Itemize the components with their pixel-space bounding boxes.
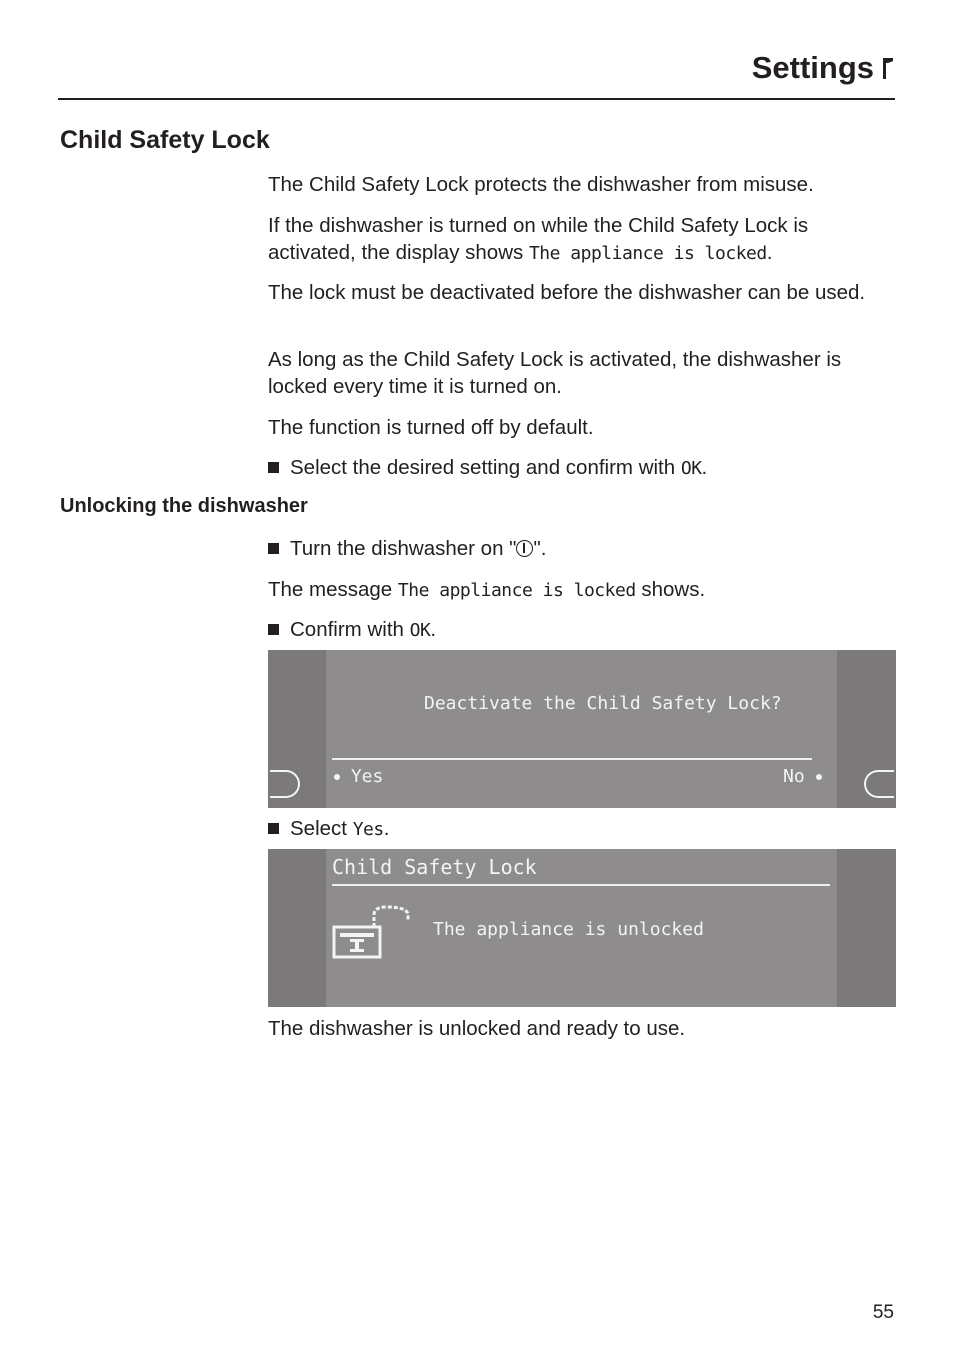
step-select-setting: Select the desired setting and confirm with OK. <box>268 454 898 482</box>
step-select-text: Select the desired setting and confirm with <box>290 456 676 479</box>
header-title: Settings <box>751 50 874 85</box>
display-option-yes[interactable] <box>334 766 383 787</box>
paragraph-default: The function is turned off by default. <box>268 416 594 439</box>
page-number: 55 <box>872 1302 894 1323</box>
open-padlock-icon <box>332 905 412 959</box>
right-softkey-icon[interactable] <box>864 770 894 798</box>
step-turn-on-pre: Turn the dishwasher on " <box>290 537 517 560</box>
ok-label: OK <box>680 458 702 479</box>
dot-icon <box>334 774 340 780</box>
step-turn-on-post: ". <box>533 537 547 560</box>
paragraph-deactivate: The lock must be deactivated before the dishwasher can be used. <box>268 281 866 304</box>
step-select-label: Select <box>290 817 347 840</box>
left-softkey-icon[interactable] <box>270 770 300 798</box>
display-option-no[interactable] <box>783 766 822 787</box>
yes-label: Yes <box>350 766 384 787</box>
step-confirm-text: Confirm with <box>290 618 404 641</box>
subsection-title: Unlocking the dishwasher <box>60 495 308 517</box>
display-screen <box>326 650 837 808</box>
dot-icon <box>816 774 822 780</box>
paragraph-final: The dishwasher is unlocked and ready to use. <box>268 1017 686 1040</box>
step-turn-on <box>268 535 898 562</box>
display-divider <box>332 758 812 760</box>
section-title: Child Safety Lock <box>60 126 270 154</box>
display-text-locked: The appliance is locked <box>528 243 767 264</box>
continue-flag-icon <box>882 57 894 79</box>
display-panel-deactivate <box>268 650 896 808</box>
paragraph-locked-text: If the dishwasher is turned on while the Child Safety Lock is activated, the display shows <box>268 214 809 264</box>
paragraph-message <box>268 576 898 604</box>
display-title: Child Safety Lock <box>332 855 537 879</box>
bullet-square-icon <box>268 462 279 473</box>
no-label: No <box>783 766 805 787</box>
bullet-square-icon <box>268 624 279 635</box>
display-panel-unlocked <box>268 849 896 1007</box>
display-status: The appliance is unlocked <box>433 919 704 940</box>
step-select-yes: Select Yes. <box>268 815 898 843</box>
bullet-square-icon <box>268 823 279 834</box>
page-header <box>752 50 894 86</box>
power-icon <box>516 540 533 557</box>
ok-label-2: OK <box>409 620 431 641</box>
paragraph-locked-display: If the dishwasher is turned on while the Child Safety Lock is activated, the display shows The appliance is locked. <box>268 214 809 264</box>
message-post: shows. <box>641 578 706 601</box>
header-divider <box>58 98 895 100</box>
display-divider <box>332 884 830 886</box>
message-pre: The message <box>268 578 393 601</box>
display-text-locked-2: The appliance is locked <box>397 580 636 601</box>
step-confirm: Confirm with OK. <box>268 616 898 644</box>
display-question: Deactivate the Child Safety Lock? <box>424 693 782 714</box>
paragraph-intro: The Child Safety Lock protects the dishwasher from misuse. <box>268 173 814 196</box>
bullet-square-icon <box>268 543 279 554</box>
paragraph-every-time: As long as the Child Safety Lock is activated, the dishwasher is locked every time it is turned on. <box>268 348 842 398</box>
yes-inline-label: Yes <box>352 819 384 840</box>
